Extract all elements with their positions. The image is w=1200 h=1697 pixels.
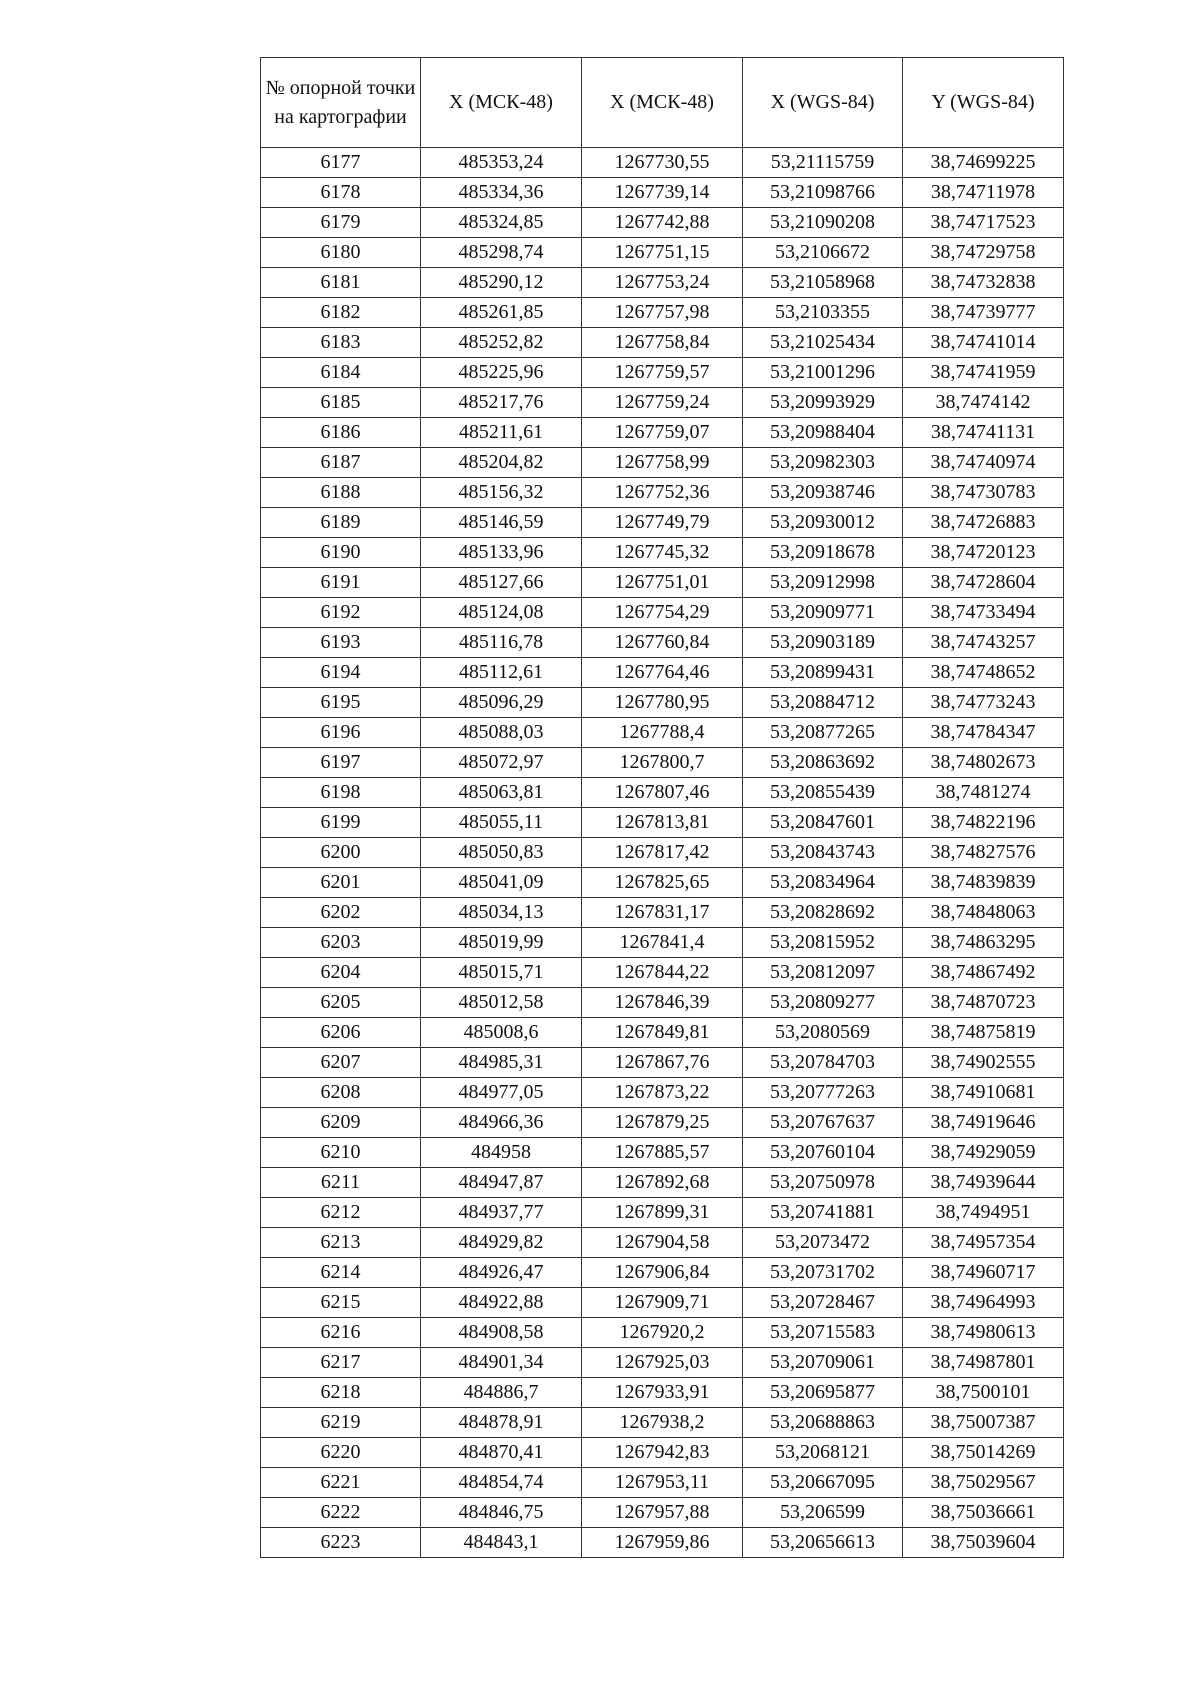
cell-x-msk48: 485034,13 <box>421 898 582 928</box>
cell-point-number: 6200 <box>261 838 421 868</box>
cell-point-number: 6204 <box>261 958 421 988</box>
header-x-msk48-second: X (МСК-48) <box>582 58 743 148</box>
cell-y-wgs84: 38,74741131 <box>903 418 1064 448</box>
header-row <box>261 58 1064 148</box>
table-row <box>261 508 1064 538</box>
cell-y-wgs84: 38,74730783 <box>903 478 1064 508</box>
cell-x-msk48: 485156,32 <box>421 478 582 508</box>
cell-point-number: 6203 <box>261 928 421 958</box>
cell-x-wgs84: 53,21025434 <box>743 328 903 358</box>
table-row <box>261 838 1064 868</box>
cell-x-wgs84: 53,20715583 <box>743 1318 903 1348</box>
cell-point-number: 6184 <box>261 358 421 388</box>
cell-x-msk48-second: 1267942,83 <box>582 1438 743 1468</box>
cell-x-msk48-second: 1267906,84 <box>582 1258 743 1288</box>
cell-x-msk48: 484908,58 <box>421 1318 582 1348</box>
cell-y-wgs84: 38,74741014 <box>903 328 1064 358</box>
cell-point-number: 6212 <box>261 1198 421 1228</box>
cell-x-msk48: 485211,61 <box>421 418 582 448</box>
table-row <box>261 1348 1064 1378</box>
cell-point-number: 6186 <box>261 418 421 448</box>
cell-x-msk48: 485353,24 <box>421 148 582 178</box>
cell-x-msk48-second: 1267825,65 <box>582 868 743 898</box>
cell-x-wgs84: 53,20767637 <box>743 1108 903 1138</box>
cell-x-wgs84: 53,20695877 <box>743 1378 903 1408</box>
cell-x-wgs84: 53,21001296 <box>743 358 903 388</box>
cell-x-wgs84: 53,20731702 <box>743 1258 903 1288</box>
cell-y-wgs84: 38,74720123 <box>903 538 1064 568</box>
cell-x-msk48-second: 1267841,4 <box>582 928 743 958</box>
cell-x-msk48-second: 1267751,01 <box>582 568 743 598</box>
cell-y-wgs84: 38,74711978 <box>903 178 1064 208</box>
cell-y-wgs84: 38,74910681 <box>903 1078 1064 1108</box>
table-row <box>261 1138 1064 1168</box>
cell-y-wgs84: 38,74773243 <box>903 688 1064 718</box>
cell-y-wgs84: 38,74741959 <box>903 358 1064 388</box>
cell-point-number: 6189 <box>261 508 421 538</box>
cell-y-wgs84: 38,74902555 <box>903 1048 1064 1078</box>
table-row <box>261 568 1064 598</box>
cell-point-number: 6208 <box>261 1078 421 1108</box>
cell-point-number: 6181 <box>261 268 421 298</box>
table-row <box>261 1408 1064 1438</box>
cell-x-wgs84: 53,20809277 <box>743 988 903 1018</box>
table-row <box>261 628 1064 658</box>
cell-x-msk48-second: 1267780,95 <box>582 688 743 718</box>
cell-x-msk48: 485019,99 <box>421 928 582 958</box>
cell-x-msk48-second: 1267749,79 <box>582 508 743 538</box>
cell-point-number: 6183 <box>261 328 421 358</box>
table-row <box>261 1108 1064 1138</box>
cell-y-wgs84: 38,75014269 <box>903 1438 1064 1468</box>
cell-x-wgs84: 53,20938746 <box>743 478 903 508</box>
cell-x-wgs84: 53,2103355 <box>743 298 903 328</box>
cell-y-wgs84: 38,75039604 <box>903 1528 1064 1558</box>
cell-x-msk48-second: 1267844,22 <box>582 958 743 988</box>
cell-x-msk48-second: 1267813,81 <box>582 808 743 838</box>
cell-y-wgs84: 38,74717523 <box>903 208 1064 238</box>
table-row <box>261 688 1064 718</box>
cell-point-number: 6182 <box>261 298 421 328</box>
cell-y-wgs84: 38,7474142 <box>903 388 1064 418</box>
cell-x-wgs84: 53,20760104 <box>743 1138 903 1168</box>
table-row <box>261 748 1064 778</box>
cell-point-number: 6217 <box>261 1348 421 1378</box>
table-body <box>261 148 1064 1558</box>
table-row <box>261 478 1064 508</box>
cell-x-msk48: 485146,59 <box>421 508 582 538</box>
cell-x-wgs84: 53,20784703 <box>743 1048 903 1078</box>
cell-y-wgs84: 38,74733494 <box>903 598 1064 628</box>
table-row <box>261 898 1064 928</box>
cell-x-msk48: 485088,03 <box>421 718 582 748</box>
cell-y-wgs84: 38,74960717 <box>903 1258 1064 1288</box>
table-row <box>261 1048 1064 1078</box>
cell-y-wgs84: 38,7500101 <box>903 1378 1064 1408</box>
table-row <box>261 358 1064 388</box>
cell-y-wgs84: 38,74732838 <box>903 268 1064 298</box>
cell-x-msk48-second: 1267742,88 <box>582 208 743 238</box>
cell-x-msk48: 485252,82 <box>421 328 582 358</box>
cell-x-wgs84: 53,20815952 <box>743 928 903 958</box>
cell-x-msk48: 485225,96 <box>421 358 582 388</box>
table-row <box>261 1198 1064 1228</box>
cell-point-number: 6214 <box>261 1258 421 1288</box>
cell-x-msk48: 484947,87 <box>421 1168 582 1198</box>
cell-x-wgs84: 53,20847601 <box>743 808 903 838</box>
cell-x-wgs84: 53,2080569 <box>743 1018 903 1048</box>
table-row <box>261 298 1064 328</box>
cell-x-msk48: 485063,81 <box>421 778 582 808</box>
cell-y-wgs84: 38,74848063 <box>903 898 1064 928</box>
cell-x-wgs84: 53,21058968 <box>743 268 903 298</box>
cell-y-wgs84: 38,74919646 <box>903 1108 1064 1138</box>
cell-point-number: 6209 <box>261 1108 421 1138</box>
cell-x-msk48: 485096,29 <box>421 688 582 718</box>
cell-x-msk48: 484886,7 <box>421 1378 582 1408</box>
cell-x-wgs84: 53,21115759 <box>743 148 903 178</box>
cell-x-wgs84: 53,20828692 <box>743 898 903 928</box>
header-point-number: № опорной точки на картографии <box>261 58 421 148</box>
table-row <box>261 868 1064 898</box>
cell-point-number: 6205 <box>261 988 421 1018</box>
cell-y-wgs84: 38,74802673 <box>903 748 1064 778</box>
cell-point-number: 6223 <box>261 1528 421 1558</box>
cell-x-msk48: 484958 <box>421 1138 582 1168</box>
table-row <box>261 148 1064 178</box>
cell-x-msk48-second: 1267758,99 <box>582 448 743 478</box>
table-row <box>261 1528 1064 1558</box>
cell-x-wgs84: 53,2073472 <box>743 1228 903 1258</box>
cell-x-msk48-second: 1267879,25 <box>582 1108 743 1138</box>
table-header <box>261 58 1064 148</box>
cell-y-wgs84: 38,75007387 <box>903 1408 1064 1438</box>
cell-x-wgs84: 53,20877265 <box>743 718 903 748</box>
cell-point-number: 6210 <box>261 1138 421 1168</box>
cell-x-msk48-second: 1267904,58 <box>582 1228 743 1258</box>
cell-x-msk48: 484878,91 <box>421 1408 582 1438</box>
cell-point-number: 6211 <box>261 1168 421 1198</box>
cell-point-number: 6218 <box>261 1378 421 1408</box>
table-row <box>261 178 1064 208</box>
cell-x-msk48-second: 1267938,2 <box>582 1408 743 1438</box>
cell-y-wgs84: 38,74867492 <box>903 958 1064 988</box>
cell-x-msk48-second: 1267885,57 <box>582 1138 743 1168</box>
table-row <box>261 928 1064 958</box>
cell-x-msk48: 485334,36 <box>421 178 582 208</box>
table-row <box>261 1288 1064 1318</box>
cell-y-wgs84: 38,74929059 <box>903 1138 1064 1168</box>
cell-x-msk48-second: 1267759,24 <box>582 388 743 418</box>
cell-x-msk48-second: 1267752,36 <box>582 478 743 508</box>
cell-x-wgs84: 53,20688863 <box>743 1408 903 1438</box>
cell-x-msk48: 484966,36 <box>421 1108 582 1138</box>
cell-x-wgs84: 53,20812097 <box>743 958 903 988</box>
cell-x-msk48: 485127,66 <box>421 568 582 598</box>
cell-point-number: 6193 <box>261 628 421 658</box>
cell-point-number: 6201 <box>261 868 421 898</box>
cell-x-msk48-second: 1267817,42 <box>582 838 743 868</box>
cell-x-wgs84: 53,20667095 <box>743 1468 903 1498</box>
cell-y-wgs84: 38,74748652 <box>903 658 1064 688</box>
cell-x-msk48-second: 1267849,81 <box>582 1018 743 1048</box>
cell-point-number: 6206 <box>261 1018 421 1048</box>
cell-x-msk48-second: 1267957,88 <box>582 1498 743 1528</box>
cell-y-wgs84: 38,74870723 <box>903 988 1064 1018</box>
cell-x-msk48: 484929,82 <box>421 1228 582 1258</box>
cell-point-number: 6219 <box>261 1408 421 1438</box>
table-row <box>261 268 1064 298</box>
cell-x-wgs84: 53,20899431 <box>743 658 903 688</box>
cell-x-msk48: 484937,77 <box>421 1198 582 1228</box>
cell-point-number: 6221 <box>261 1468 421 1498</box>
cell-x-msk48-second: 1267739,14 <box>582 178 743 208</box>
cell-x-wgs84: 53,20750978 <box>743 1168 903 1198</box>
cell-point-number: 6213 <box>261 1228 421 1258</box>
cell-x-msk48: 485124,08 <box>421 598 582 628</box>
cell-y-wgs84: 38,74699225 <box>903 148 1064 178</box>
cell-x-msk48: 484922,88 <box>421 1288 582 1318</box>
cell-point-number: 6178 <box>261 178 421 208</box>
cell-x-msk48: 485072,97 <box>421 748 582 778</box>
table-row <box>261 718 1064 748</box>
cell-x-msk48: 485204,82 <box>421 448 582 478</box>
cell-x-wgs84: 53,20728467 <box>743 1288 903 1318</box>
table-row <box>261 208 1064 238</box>
cell-x-msk48: 484901,34 <box>421 1348 582 1378</box>
cell-x-wgs84: 53,21090208 <box>743 208 903 238</box>
cell-point-number: 6196 <box>261 718 421 748</box>
cell-x-wgs84: 53,20777263 <box>743 1078 903 1108</box>
cell-x-wgs84: 53,20741881 <box>743 1198 903 1228</box>
table-row <box>261 598 1064 628</box>
cell-x-msk48-second: 1267831,17 <box>582 898 743 928</box>
cell-x-msk48-second: 1267753,24 <box>582 268 743 298</box>
cell-point-number: 6191 <box>261 568 421 598</box>
table-row <box>261 1438 1064 1468</box>
table-row <box>261 958 1064 988</box>
cell-y-wgs84: 38,74827576 <box>903 838 1064 868</box>
cell-x-wgs84: 53,20884712 <box>743 688 903 718</box>
cell-x-wgs84: 53,2106672 <box>743 238 903 268</box>
cell-point-number: 6198 <box>261 778 421 808</box>
cell-y-wgs84: 38,7481274 <box>903 778 1064 808</box>
cell-x-msk48-second: 1267800,7 <box>582 748 743 778</box>
cell-y-wgs84: 38,74726883 <box>903 508 1064 538</box>
table-row <box>261 328 1064 358</box>
cell-x-msk48-second: 1267846,39 <box>582 988 743 1018</box>
cell-x-msk48: 485133,96 <box>421 538 582 568</box>
cell-x-msk48: 484870,41 <box>421 1438 582 1468</box>
cell-x-msk48-second: 1267899,31 <box>582 1198 743 1228</box>
cell-y-wgs84: 38,75029567 <box>903 1468 1064 1498</box>
cell-x-wgs84: 53,20982303 <box>743 448 903 478</box>
cell-x-msk48-second: 1267892,68 <box>582 1168 743 1198</box>
cell-x-msk48-second: 1267920,2 <box>582 1318 743 1348</box>
table-row <box>261 538 1064 568</box>
cell-x-msk48-second: 1267873,22 <box>582 1078 743 1108</box>
cell-y-wgs84: 38,74980613 <box>903 1318 1064 1348</box>
cell-x-msk48-second: 1267745,32 <box>582 538 743 568</box>
cell-x-msk48: 485012,58 <box>421 988 582 1018</box>
cell-point-number: 6199 <box>261 808 421 838</box>
cell-point-number: 6192 <box>261 598 421 628</box>
cell-y-wgs84: 38,74863295 <box>903 928 1064 958</box>
cell-y-wgs84: 38,74839839 <box>903 868 1064 898</box>
cell-x-msk48: 485041,09 <box>421 868 582 898</box>
cell-x-msk48: 485116,78 <box>421 628 582 658</box>
cell-y-wgs84: 38,74739777 <box>903 298 1064 328</box>
cell-point-number: 6185 <box>261 388 421 418</box>
table-row <box>261 448 1064 478</box>
cell-point-number: 6187 <box>261 448 421 478</box>
cell-y-wgs84: 38,74740974 <box>903 448 1064 478</box>
cell-x-msk48-second: 1267959,86 <box>582 1528 743 1558</box>
cell-x-msk48: 484985,31 <box>421 1048 582 1078</box>
cell-x-msk48-second: 1267788,4 <box>582 718 743 748</box>
table-row <box>261 1258 1064 1288</box>
cell-x-wgs84: 53,206599 <box>743 1498 903 1528</box>
cell-y-wgs84: 38,74784347 <box>903 718 1064 748</box>
cell-x-wgs84: 53,20843743 <box>743 838 903 868</box>
cell-x-msk48-second: 1267925,03 <box>582 1348 743 1378</box>
cell-x-wgs84: 53,20918678 <box>743 538 903 568</box>
cell-x-msk48-second: 1267933,91 <box>582 1378 743 1408</box>
cell-y-wgs84: 38,74964993 <box>903 1288 1064 1318</box>
cell-x-msk48-second: 1267909,71 <box>582 1288 743 1318</box>
cell-x-msk48-second: 1267751,15 <box>582 238 743 268</box>
cell-y-wgs84: 38,74743257 <box>903 628 1064 658</box>
cell-x-msk48-second: 1267807,46 <box>582 778 743 808</box>
cell-x-msk48-second: 1267757,98 <box>582 298 743 328</box>
cell-x-msk48: 485112,61 <box>421 658 582 688</box>
header-y-wgs84: Y (WGS-84) <box>903 58 1064 148</box>
cell-point-number: 6197 <box>261 748 421 778</box>
cell-y-wgs84: 38,74957354 <box>903 1228 1064 1258</box>
cell-x-msk48: 485290,12 <box>421 268 582 298</box>
cell-x-msk48-second: 1267730,55 <box>582 148 743 178</box>
cell-x-wgs84: 53,20656613 <box>743 1528 903 1558</box>
cell-x-wgs84: 53,20993929 <box>743 388 903 418</box>
cell-point-number: 6220 <box>261 1438 421 1468</box>
cell-x-msk48-second: 1267867,76 <box>582 1048 743 1078</box>
header-x-msk48: X (МСК-48) <box>421 58 582 148</box>
cell-y-wgs84: 38,74987801 <box>903 1348 1064 1378</box>
cell-point-number: 6179 <box>261 208 421 238</box>
cell-y-wgs84: 38,74939644 <box>903 1168 1064 1198</box>
cell-point-number: 6216 <box>261 1318 421 1348</box>
table-row <box>261 1378 1064 1408</box>
cell-x-wgs84: 53,20834964 <box>743 868 903 898</box>
cell-point-number: 6207 <box>261 1048 421 1078</box>
table-row <box>261 778 1064 808</box>
cell-x-msk48: 484843,1 <box>421 1528 582 1558</box>
cell-x-msk48: 485261,85 <box>421 298 582 328</box>
cell-y-wgs84: 38,74822196 <box>903 808 1064 838</box>
table-row <box>261 1318 1064 1348</box>
cell-x-wgs84: 53,20909771 <box>743 598 903 628</box>
cell-x-msk48: 484977,05 <box>421 1078 582 1108</box>
cell-x-wgs84: 53,20903189 <box>743 628 903 658</box>
cell-x-wgs84: 53,20988404 <box>743 418 903 448</box>
cell-y-wgs84: 38,74875819 <box>903 1018 1064 1048</box>
table-row <box>261 808 1064 838</box>
cell-point-number: 6222 <box>261 1498 421 1528</box>
table-row <box>261 1168 1064 1198</box>
cell-x-msk48: 485050,83 <box>421 838 582 868</box>
cell-x-wgs84: 53,20930012 <box>743 508 903 538</box>
cell-x-msk48: 485055,11 <box>421 808 582 838</box>
cell-x-msk48-second: 1267758,84 <box>582 328 743 358</box>
cell-x-msk48-second: 1267759,57 <box>582 358 743 388</box>
table-row <box>261 658 1064 688</box>
cell-x-wgs84: 53,20855439 <box>743 778 903 808</box>
cell-point-number: 6215 <box>261 1288 421 1318</box>
table-row <box>261 418 1064 448</box>
cell-x-msk48: 484926,47 <box>421 1258 582 1288</box>
cell-x-wgs84: 53,20912998 <box>743 568 903 598</box>
cell-x-wgs84: 53,20863692 <box>743 748 903 778</box>
cell-x-msk48: 485217,76 <box>421 388 582 418</box>
cell-x-msk48: 484846,75 <box>421 1498 582 1528</box>
cell-x-wgs84: 53,20709061 <box>743 1348 903 1378</box>
cell-point-number: 6195 <box>261 688 421 718</box>
cell-x-msk48-second: 1267754,29 <box>582 598 743 628</box>
cell-point-number: 6180 <box>261 238 421 268</box>
cell-x-msk48-second: 1267760,84 <box>582 628 743 658</box>
cell-point-number: 6190 <box>261 538 421 568</box>
header-x-wgs84: X (WGS-84) <box>743 58 903 148</box>
cell-y-wgs84: 38,74728604 <box>903 568 1064 598</box>
cell-x-msk48: 485324,85 <box>421 208 582 238</box>
table-row <box>261 388 1064 418</box>
cell-x-msk48-second: 1267953,11 <box>582 1468 743 1498</box>
cell-x-msk48-second: 1267759,07 <box>582 418 743 448</box>
cell-y-wgs84: 38,74729758 <box>903 238 1064 268</box>
cell-point-number: 6202 <box>261 898 421 928</box>
table-row <box>261 1468 1064 1498</box>
cell-point-number: 6194 <box>261 658 421 688</box>
cell-x-msk48: 484854,74 <box>421 1468 582 1498</box>
table-row <box>261 1498 1064 1528</box>
cell-x-wgs84: 53,21098766 <box>743 178 903 208</box>
cell-point-number: 6177 <box>261 148 421 178</box>
cell-point-number: 6188 <box>261 478 421 508</box>
table-row <box>261 1228 1064 1258</box>
cell-x-msk48: 485298,74 <box>421 238 582 268</box>
cell-x-msk48: 485015,71 <box>421 958 582 988</box>
cell-x-msk48-second: 1267764,46 <box>582 658 743 688</box>
table-row <box>261 1078 1064 1108</box>
table-row <box>261 238 1064 268</box>
table-row <box>261 988 1064 1018</box>
coordinates-table <box>260 57 1064 1558</box>
cell-x-msk48: 485008,6 <box>421 1018 582 1048</box>
cell-y-wgs84: 38,75036661 <box>903 1498 1064 1528</box>
cell-y-wgs84: 38,7494951 <box>903 1198 1064 1228</box>
table-row <box>261 1018 1064 1048</box>
cell-x-wgs84: 53,2068121 <box>743 1438 903 1468</box>
